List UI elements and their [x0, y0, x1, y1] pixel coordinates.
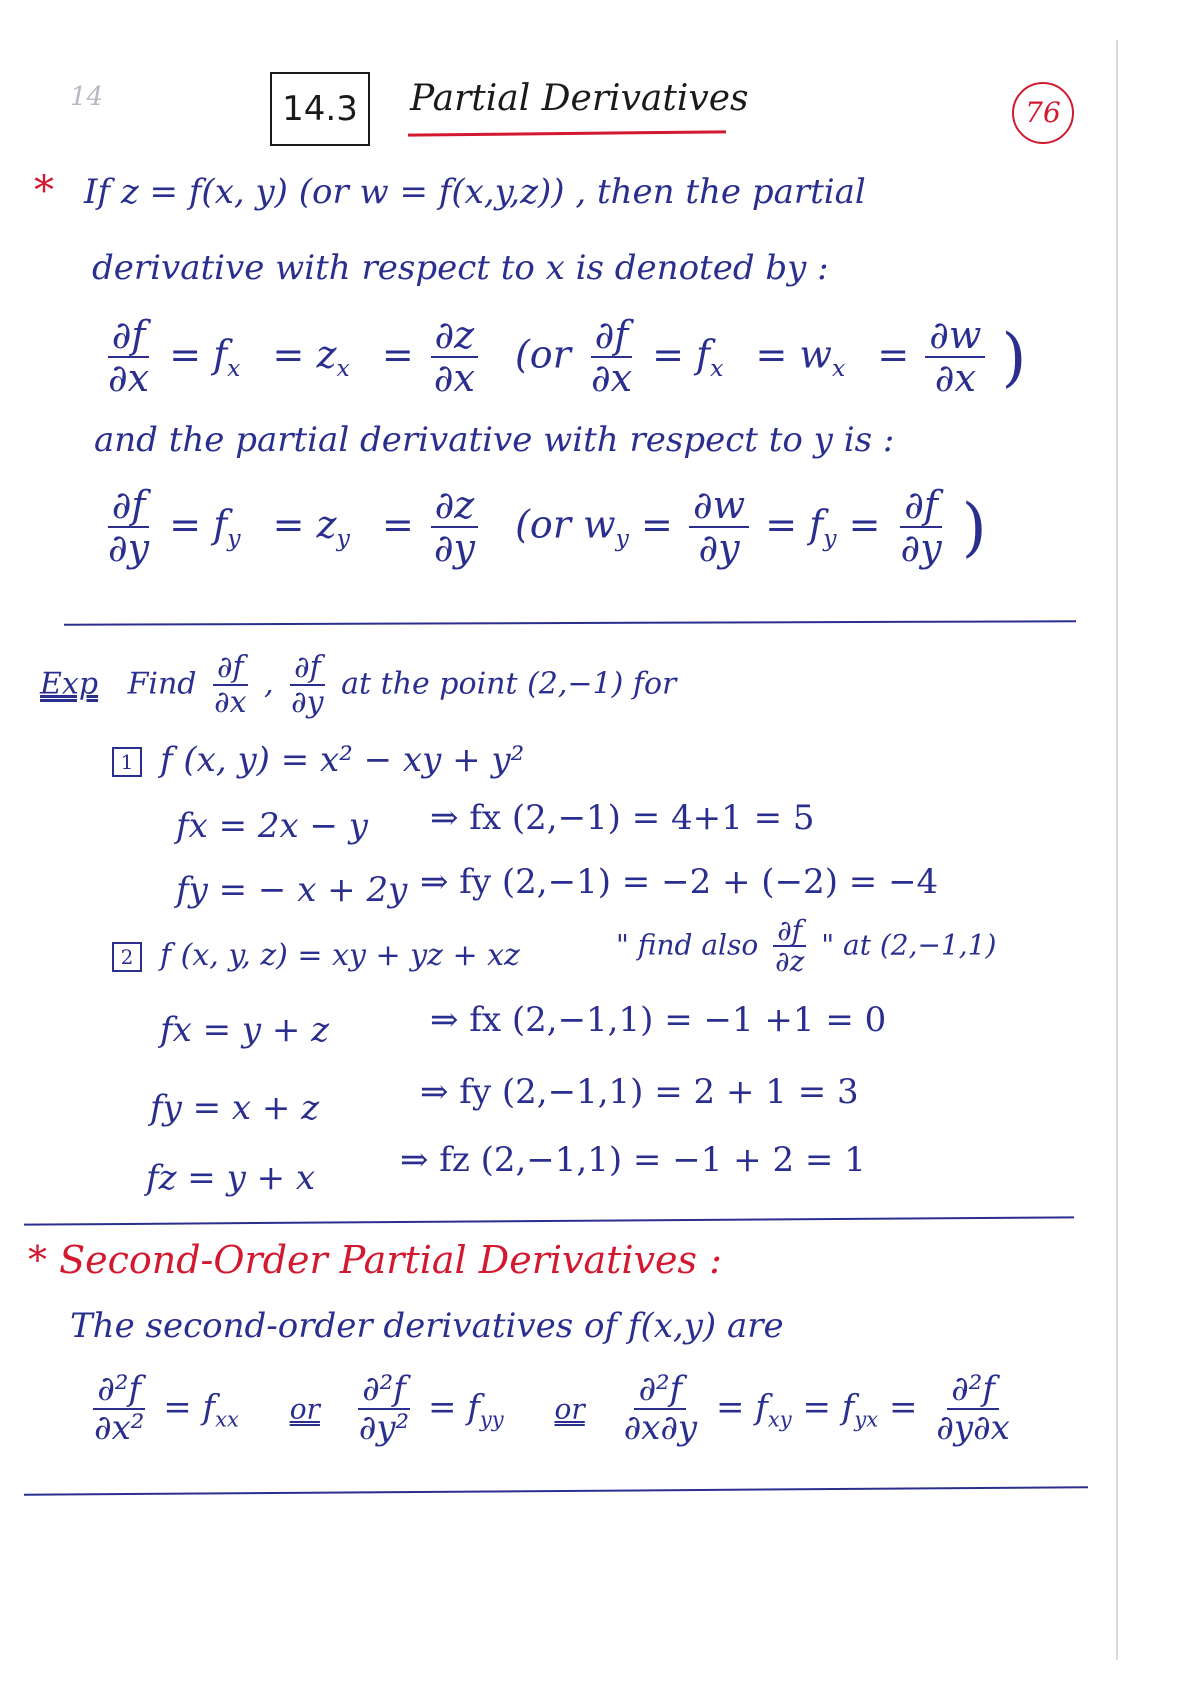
problem-2-fy: fy = x + z [150, 1088, 320, 1128]
problem-2-fz-eval: ⇒ fz (2,−1,1) = −1 + 2 = 1 [400, 1140, 866, 1180]
section-number-box: 14.3 [270, 72, 370, 146]
second-order-heading: * Second-Order Partial Derivatives : [28, 1238, 722, 1282]
title-underline [408, 130, 726, 136]
intro-line-3: and the partial derivative with respect to y is : [94, 420, 895, 460]
problem-2-note: " find also $\frac{\partial f}{\partial z}$ " at (2,−1,1) [616, 914, 997, 979]
fx-definition: $\frac{\partial f}{\partial x}$ = $f_x = z_x$ = $\frac{\partial z}{\partial x}$ (or $\frac{\partial f}{\partial x}$ = $f_x = w_x$ = $\frac{\partial w}{\partial x}$ ) [100, 316, 1027, 400]
intro-line-1: If z = f(x, y) (or w = f(x,y,z)) , then the partial [84, 172, 866, 212]
page-edge [1116, 40, 1118, 1660]
df-dx-fraction-alt: $\frac{\partial f}{\partial x}$ [590, 313, 633, 400]
second-order-formulas: $\frac{\text{∂²f}}{\text{∂x²}}$ = $f_{xx}$ or $\frac{\text{∂²f}}{\text{∂y²}}$ = $f_{yy}$ or $\frac{\text{∂²f}}{\partial x\partial y}$ = $f_{xy} = f_{yx}$ = $\frac{\text{∂²f}}{\partial y\partial x}$ [86, 1372, 1018, 1447]
problem-1-fy-eval: ⇒ fy (2,−1) = −2 + (−2) = −4 [420, 862, 939, 902]
divider-3 [24, 1486, 1088, 1495]
df-dz-fraction: $\frac{\partial f}{\partial z}$ [775, 914, 805, 979]
problem-2-fy-eval: ⇒ fy (2,−1,1) = 2 + 1 = 3 [420, 1072, 859, 1112]
dz-dx-fraction: $\frac{\partial z}{\partial x}$ [430, 316, 479, 400]
example-label: Exp [40, 666, 99, 702]
d2f-dx2-fraction: $\frac{\text{∂²f}}{\text{∂x²}}$ [94, 1369, 145, 1448]
intro-line-2: derivative with respect to x is denoted by : [92, 248, 829, 288]
df-dx-fraction: $\frac{\partial f}{\partial x}$ [108, 313, 150, 400]
df-dy-fraction-alt: $\frac{\partial f}{\partial y}$ [900, 483, 942, 570]
dw-dx-fraction: $\frac{\partial w}{\partial x}$ [925, 316, 985, 400]
divider-2 [24, 1216, 1074, 1225]
example-heading: Exp Find $\frac{\partial f}{\partial x}$ , $\frac{\partial f}{\partial y}$ at the point (2,−1) for [40, 650, 677, 720]
corner-mark: 14 [70, 82, 104, 112]
page-title: Partial Derivatives [410, 78, 749, 119]
d2f-dxdy-fraction: $\frac{\text{∂²f}}{\partial x\partial y}$ [623, 1369, 698, 1448]
divider-1 [64, 620, 1076, 626]
second-order-line: The second-order derivatives of f(x,y) are [70, 1306, 784, 1346]
problem-1-fx-eval: ⇒ fx (2,−1) = 4+1 = 5 [430, 798, 815, 838]
problem-1-function: 1 f (x, y) = x² − xy + y² [112, 740, 524, 780]
bullet-star: * [34, 168, 54, 214]
problem-2-fz: fz = y + x [146, 1158, 316, 1198]
or-label-2: or [554, 1392, 585, 1426]
example-df-dy: $\frac{\partial f}{\partial y}$ [291, 650, 324, 720]
d2f-dydx-fraction: $\frac{\text{∂²f}}{\partial y\partial x}$ [936, 1369, 1010, 1448]
problem-2-fx: fx = y + z [160, 1010, 330, 1050]
d2f-dy2-fraction: $\frac{\text{∂²f}}{\text{∂y²}}$ [358, 1369, 410, 1448]
page-number-circle: 76 [1012, 82, 1074, 144]
dw-dy-fraction: $\frac{\partial w}{\partial y}$ [689, 486, 749, 570]
or-label-1: or [289, 1392, 320, 1426]
problem-1-fy: fy = − x + 2y [176, 870, 408, 910]
problem-1-fx: fx = 2x − y [176, 806, 368, 846]
dz-dy-fraction: $\frac{\partial z}{\partial y}$ [430, 486, 479, 570]
problem-2-fx-eval: ⇒ fx (2,−1,1) = −1 +1 = 0 [430, 1000, 887, 1040]
df-dy-fraction: $\frac{\partial f}{\partial y}$ [108, 483, 150, 570]
fy-definition: $\frac{\partial f}{\partial y}$ = $f_y = z_y$ = $\frac{\partial z}{\partial y}$ (or $w_y$ = $\frac{\partial w}{\partial y}$ = $f_y$ = $\frac{\partial f}{\partial y}$ ) [100, 486, 987, 570]
problem-2-function: 2 f (x, y, z) = xy + yz + xz [112, 938, 520, 973]
example-df-dx: $\frac{\partial f}{\partial x}$ [214, 650, 247, 720]
